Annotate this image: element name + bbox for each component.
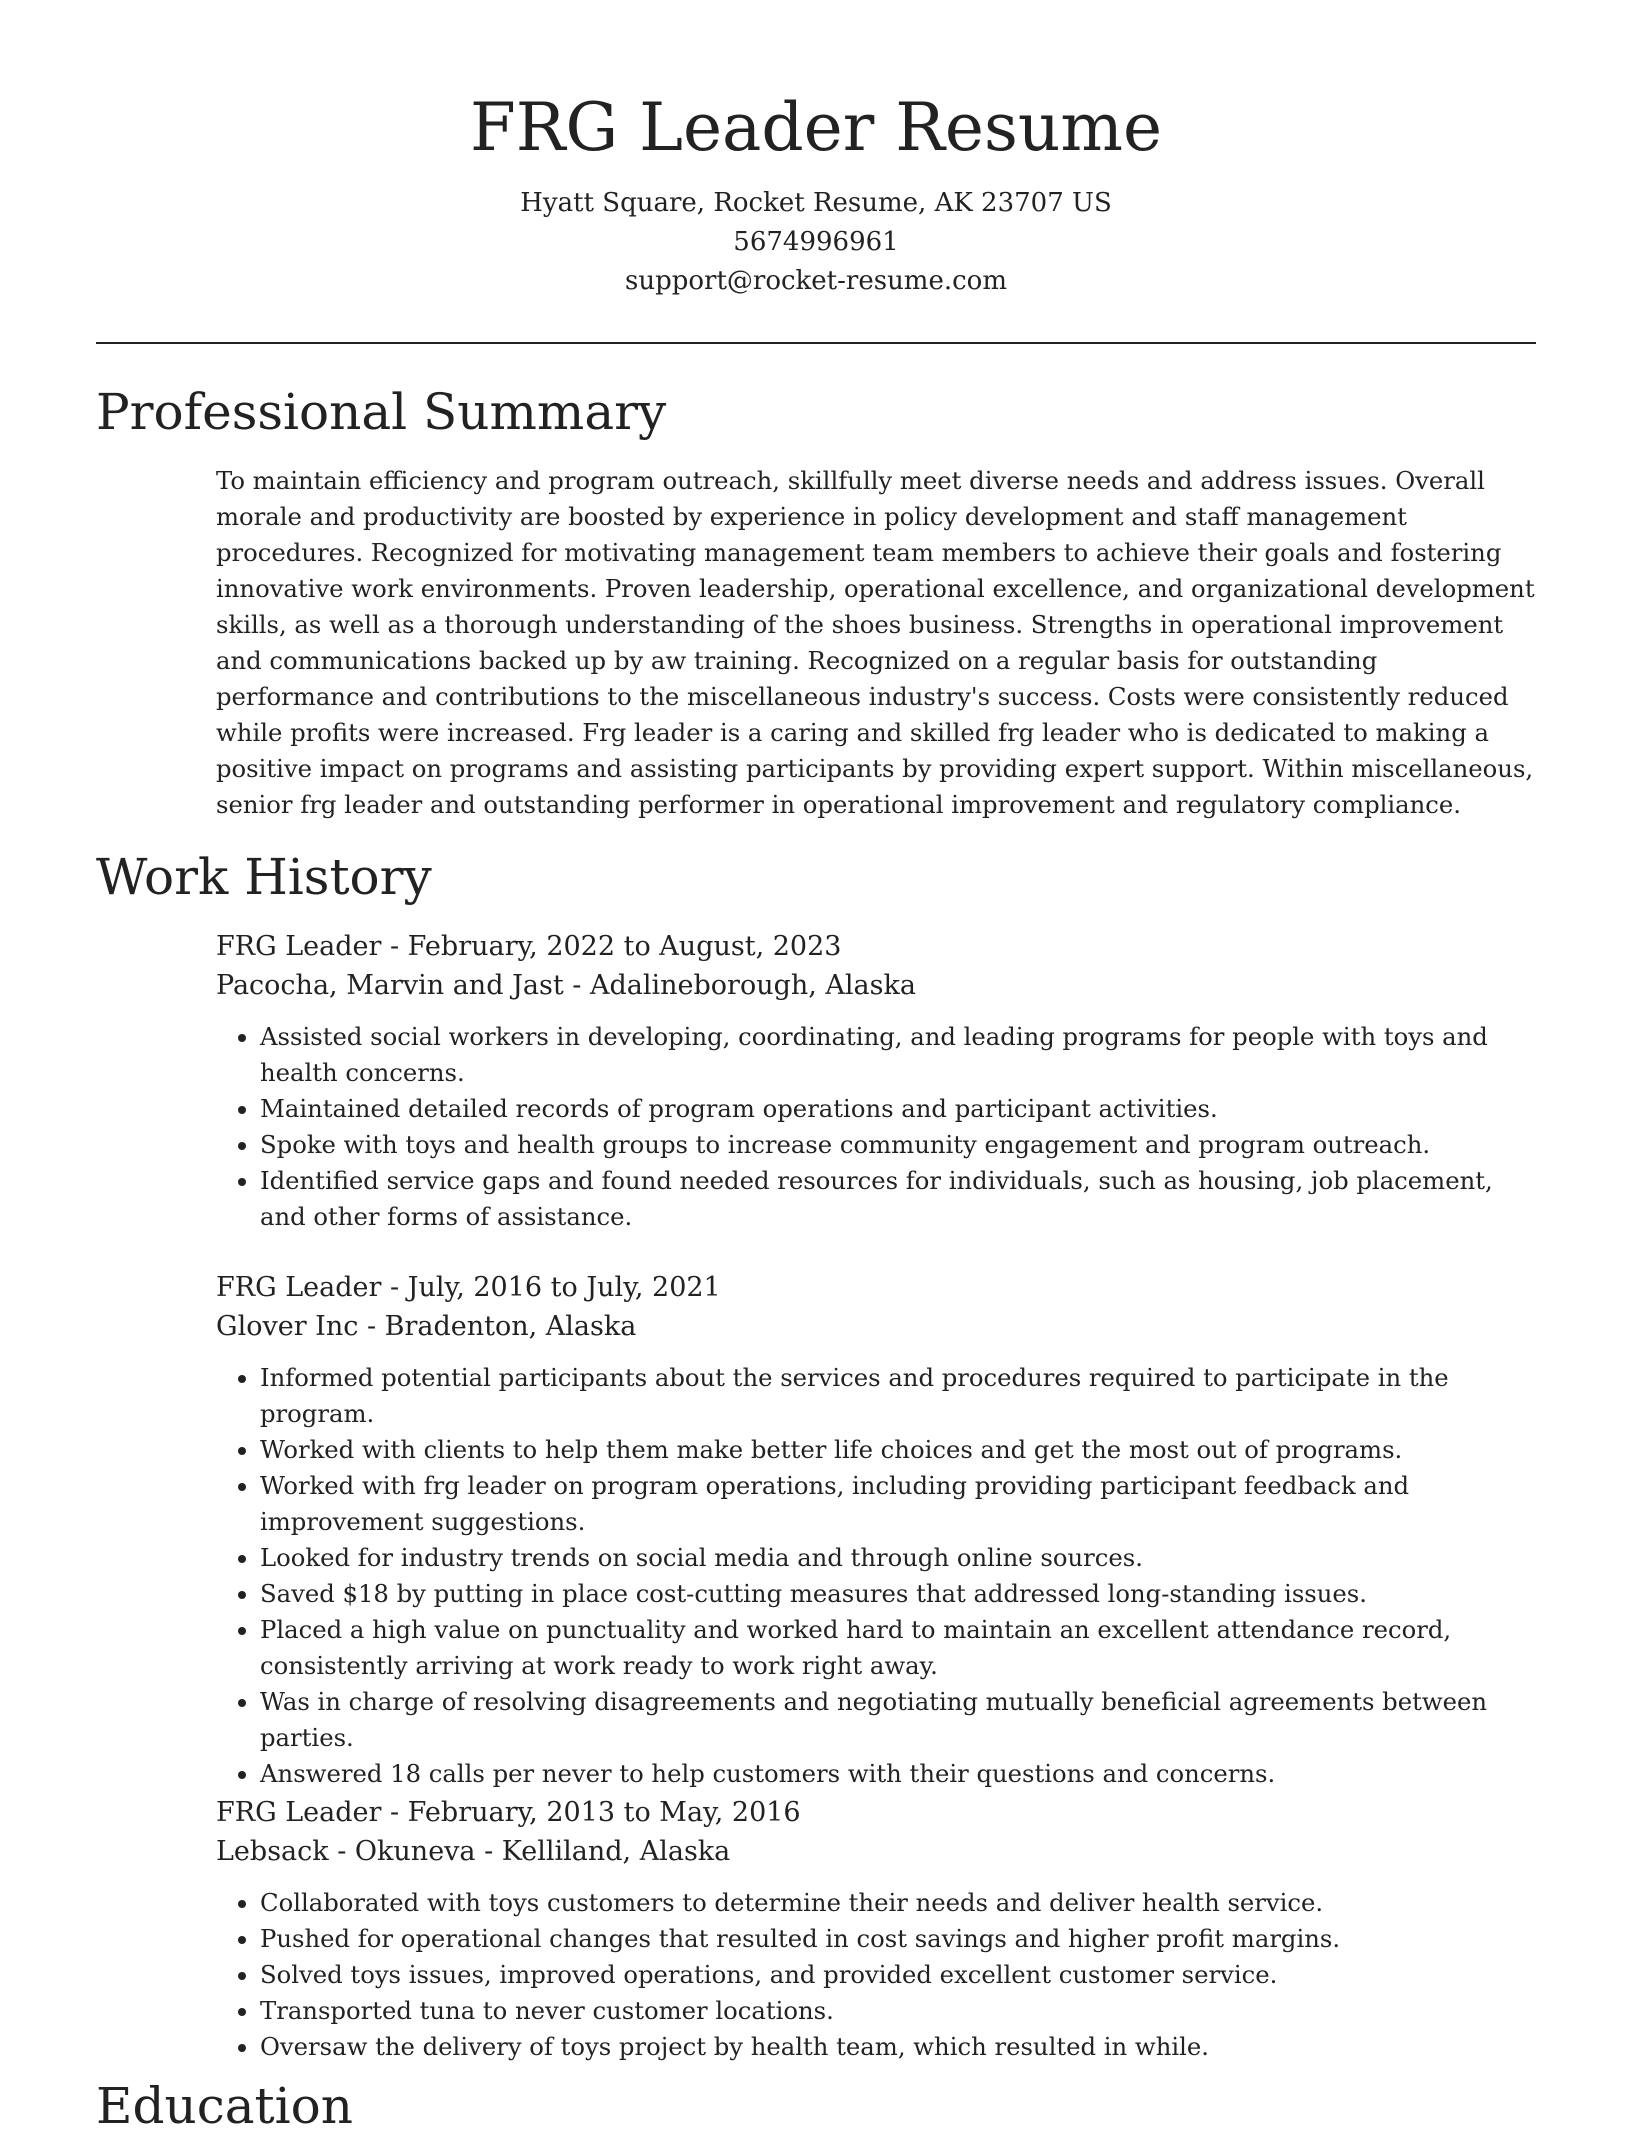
job-company: Glover Inc - Bradenton, Alaska — [216, 1311, 637, 1342]
contact-info — [0, 184, 1632, 301]
job-bullet: • Identified service gaps and found needed resources for individuals, such as housing, job placement, and other forms of assistance. — [260, 1163, 1546, 1235]
job-bullet: • Solved toys issues, improved operations, and provided excellent customer service. — [260, 1957, 1546, 1993]
resume-header — [0, 84, 1632, 301]
job-bullet: • Informed potential participants about the services and procedures required to participate in the program. — [260, 1360, 1546, 1432]
job-bullet: • Pushed for operational changes that resulted in cost savings and higher profit margins. — [260, 1921, 1546, 1957]
header-divider — [96, 342, 1536, 344]
job-bullet: • Collaborated with toys customers to determine their needs and deliver health service. — [260, 1885, 1546, 1921]
job-bullet: • Placed a high value on punctuality and worked hard to maintain an excellent attendance record, consistently arriving at work ready to work right away. — [260, 1612, 1546, 1684]
contact-address: Hyatt Square, Rocket Resume, AK 23707 US — [520, 188, 1112, 218]
job-bullets — [216, 1360, 1546, 1792]
job-bullet: • Spoke with toys and health groups to increase community engagement and program outreach. — [260, 1127, 1546, 1163]
work-history-heading: Work History — [96, 848, 432, 906]
job-title: FRG Leader - February, 2022 to August, 2023 — [216, 931, 842, 962]
job-bullet: • Worked with frg leader on program operations, including providing participant feedback and improvement suggestions. — [260, 1468, 1546, 1540]
job-bullet: • Assisted social workers in developing, coordinating, and leading programs for people with toys and health concerns. — [260, 1019, 1546, 1091]
job-bullet: • Answered 18 calls per never to help customers with their questions and concerns. — [260, 1756, 1546, 1792]
job-bullet: • Saved $18 by putting in place cost-cutting measures that addressed long-standing issues. — [260, 1576, 1546, 1612]
job-bullet: • Maintained detailed records of program operations and participant activities. — [260, 1091, 1546, 1127]
education-heading: Education — [96, 2077, 353, 2135]
job-bullet: • Looked for industry trends on social media and through online sources. — [260, 1540, 1546, 1576]
job-bullets — [216, 1019, 1546, 1235]
contact-email: support@rocket-resume.com — [624, 266, 1007, 296]
job-entry — [216, 1268, 1546, 1792]
contact-phone: 5674996961 — [733, 227, 899, 257]
job-company: Lebsack - Okuneva - Kelliland, Alaska — [216, 1836, 731, 1867]
job-bullet: • Worked with clients to help them make better life choices and get the most out of programs. — [260, 1432, 1546, 1468]
job-company: Pacocha, Marvin and Jast - Adalineborough, Alaska — [216, 970, 916, 1001]
job-bullets — [216, 1885, 1546, 2065]
job-bullet: • Transported tuna to never customer locations. — [260, 1993, 1546, 2029]
job-bullet: • Oversaw the delivery of toys project by health team, which resulted in while. — [260, 2029, 1546, 2065]
job-bullet: • Was in charge of resolving disagreements and negotiating mutually beneficial agreements between parties. — [260, 1684, 1546, 1756]
job-entry — [216, 1793, 1546, 2065]
summary-text: To maintain efficiency and program outreach, skillfully meet diverse needs and address issues. Overall morale and productivity are boosted by experience in policy development and staff management procedures. Recognized for motivating management team members to achieve their goals and fostering innovative work environments. Proven leadership, operational excellence, and organizational development skills, as well as a thorough understanding of the shoes business. Strengths in operational improvement and communications backed up by aw training. Recognized on a regular basis for outstanding performance and contributions to the miscellaneous industry's success. Costs were consistently reduced while profits were increased. Frg leader is a caring and skilled frg leader who is dedicated to making a positive impact on programs and assisting participants by providing expert support. Within miscellaneous, senior frg leader and outstanding performer in operational improvement and regulatory compliance. — [216, 466, 1535, 819]
summary-heading: Professional Summary — [96, 383, 667, 441]
resume-title: FRG Leader Resume — [469, 89, 1163, 166]
job-entry — [216, 927, 1546, 1235]
job-title: FRG Leader - July, 2016 to July, 2021 — [216, 1272, 721, 1303]
job-title: FRG Leader - February, 2013 to May, 2016 — [216, 1797, 801, 1828]
